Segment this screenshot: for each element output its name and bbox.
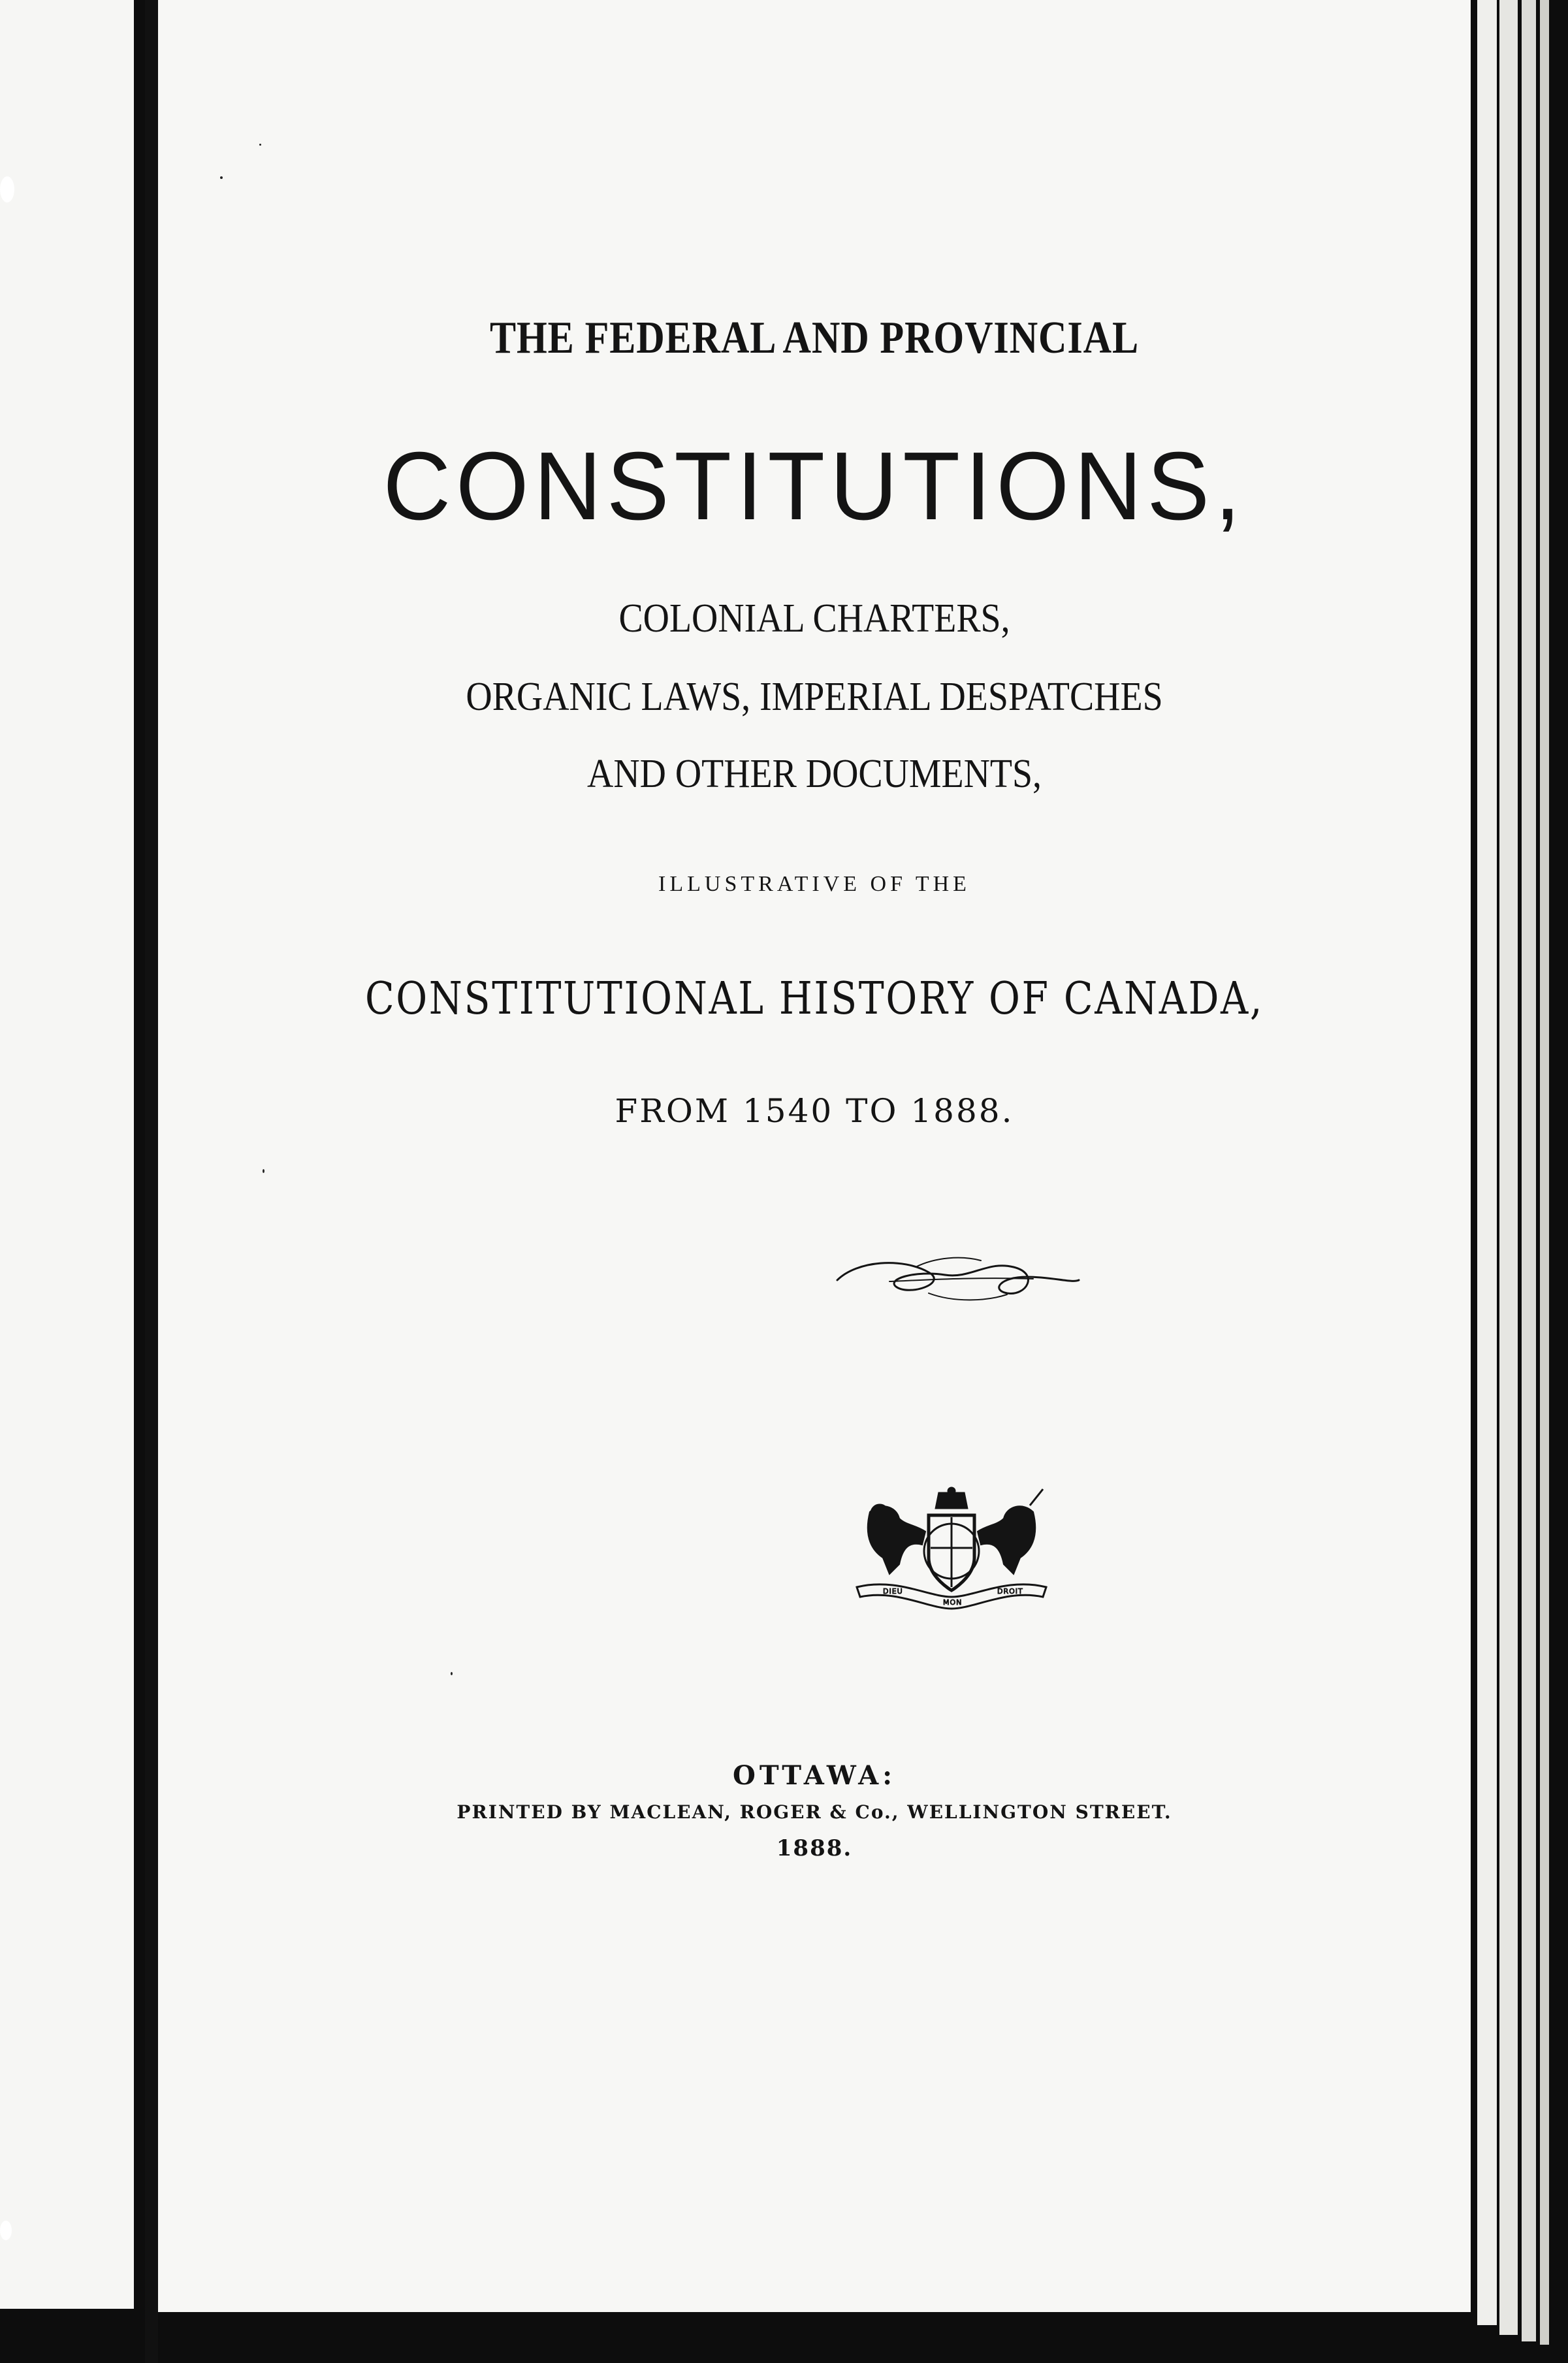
date-range: FROM 1540 TO 1888. <box>615 1092 1014 1130</box>
scan-speck <box>220 176 223 179</box>
imprint-printer: PRINTED BY MACLEAN, ROGER & Co., WELLINGTON STREET. <box>456 1801 1172 1823</box>
scan-speck <box>263 1169 264 1173</box>
page-edge <box>1540 0 1549 2345</box>
subtitle-constitutional-history: CONSTITUTIONAL HISTORY OF CANADA, <box>364 973 1264 1025</box>
facing-page-edge <box>0 0 134 2309</box>
subtitle-colonial-charters: COLONIAL CHARTERS, <box>618 596 1010 641</box>
page-edge <box>1522 0 1536 2341</box>
scan-artifact <box>0 2221 12 2240</box>
scan-artifact <box>0 176 14 202</box>
title-line-federal: THE FEDERAL AND PROVINCIAL <box>489 313 1140 363</box>
title-page <box>158 0 1471 2312</box>
ornamental-flourish-icon <box>831 1241 1085 1313</box>
imprint-place: OTTAWA: <box>733 1760 896 1791</box>
scan-speck <box>451 1672 453 1675</box>
subtitle-illustrative: ILLUSTRATIVE OF THE <box>658 872 970 896</box>
subtitle-organic-laws: ORGANIC LAWS, IMPERIAL DESPATCHES <box>466 675 1163 719</box>
subtitle-other-documents: AND OTHER DOCUMENTS, <box>587 752 1042 796</box>
page-edge <box>1499 0 1518 2335</box>
title-main-constitutions: CONSTITUTIONS, <box>383 432 1246 540</box>
scan-speck <box>259 144 261 146</box>
motto-left: DIEU <box>883 1587 903 1596</box>
page-edge <box>1477 0 1497 2325</box>
royal-coat-of-arms-icon <box>844 1486 1059 1616</box>
motto-right: DROIT <box>997 1587 1023 1596</box>
imprint-year: 1888. <box>776 1835 853 1861</box>
book-gutter <box>145 0 158 2363</box>
motto-center: MON <box>943 1598 963 1607</box>
